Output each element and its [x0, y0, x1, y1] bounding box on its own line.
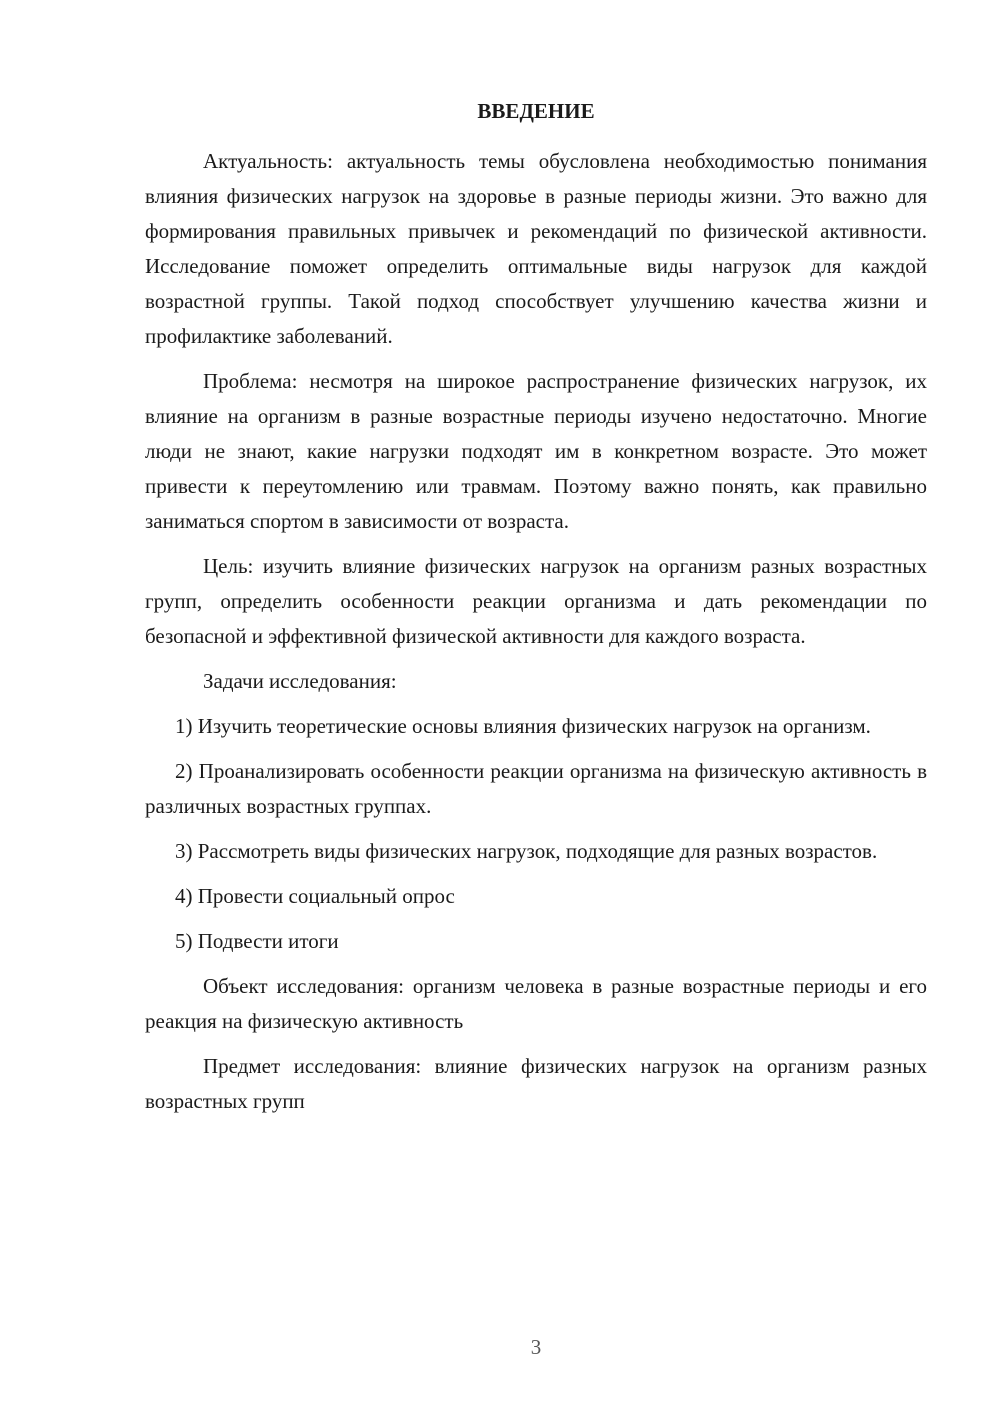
task-item-1: 1) Изучить теоретические основы влияния физических нагрузок на организм. — [175, 714, 871, 738]
goal-paragraph: Цель: изучить влияние физических нагрузок на организм разных возрастных групп, определить особенности реакции организма и дать рекомендации по безопасной и эффективной физической активности для каждого возраста. — [145, 554, 927, 648]
relevance-paragraph: Актуальность: актуальность темы обусловлена необходимостью понимания влияния физических нагрузок на здоровье в разные периоды жизни. Это важно для формирования правильных привычек и рекомендаций по физической активности. Исследование поможет определить оптимальные виды нагрузок для каждой возрастной группы. Такой подход способствует улучшению качества жизни и профилактике заболеваний. — [145, 149, 927, 348]
task-item-4: 4) Провести социальный опрос — [175, 884, 455, 908]
task-item-5: 5) Подвести итоги — [175, 929, 339, 953]
task-item-2: 2) Проанализировать особенности реакции организма на физическую активность в различных возрастных группах. — [145, 759, 927, 818]
page-title: ВВЕДЕНИЕ — [477, 99, 595, 123]
research-subject-paragraph: Предмет исследования: влияние физических нагрузок на организм разных возрастных групп — [145, 1054, 927, 1113]
tasks-heading: Задачи исследования: — [203, 669, 397, 693]
page-number: 3 — [530, 1335, 542, 1359]
page-content — [145, 96, 927, 1129]
research-object-paragraph: Объект исследования: организм человека в разные возрастные периоды и его реакция на физическую активность — [145, 974, 927, 1033]
task-item-3: 3) Рассмотреть виды физических нагрузок, подходящие для разных возрастов. — [175, 839, 878, 863]
problem-paragraph: Проблема: несмотря на широкое распространение физических нагрузок, их влияние на организм в разные возрастные периоды изучено недостаточно. Многие люди не знают, какие нагрузки подходят им в конкретном возрасте. Это может привести к переутомлению или травмам. Поэтому важно понять, как правильно заниматься спортом в зависимости от возраста. — [145, 369, 927, 533]
